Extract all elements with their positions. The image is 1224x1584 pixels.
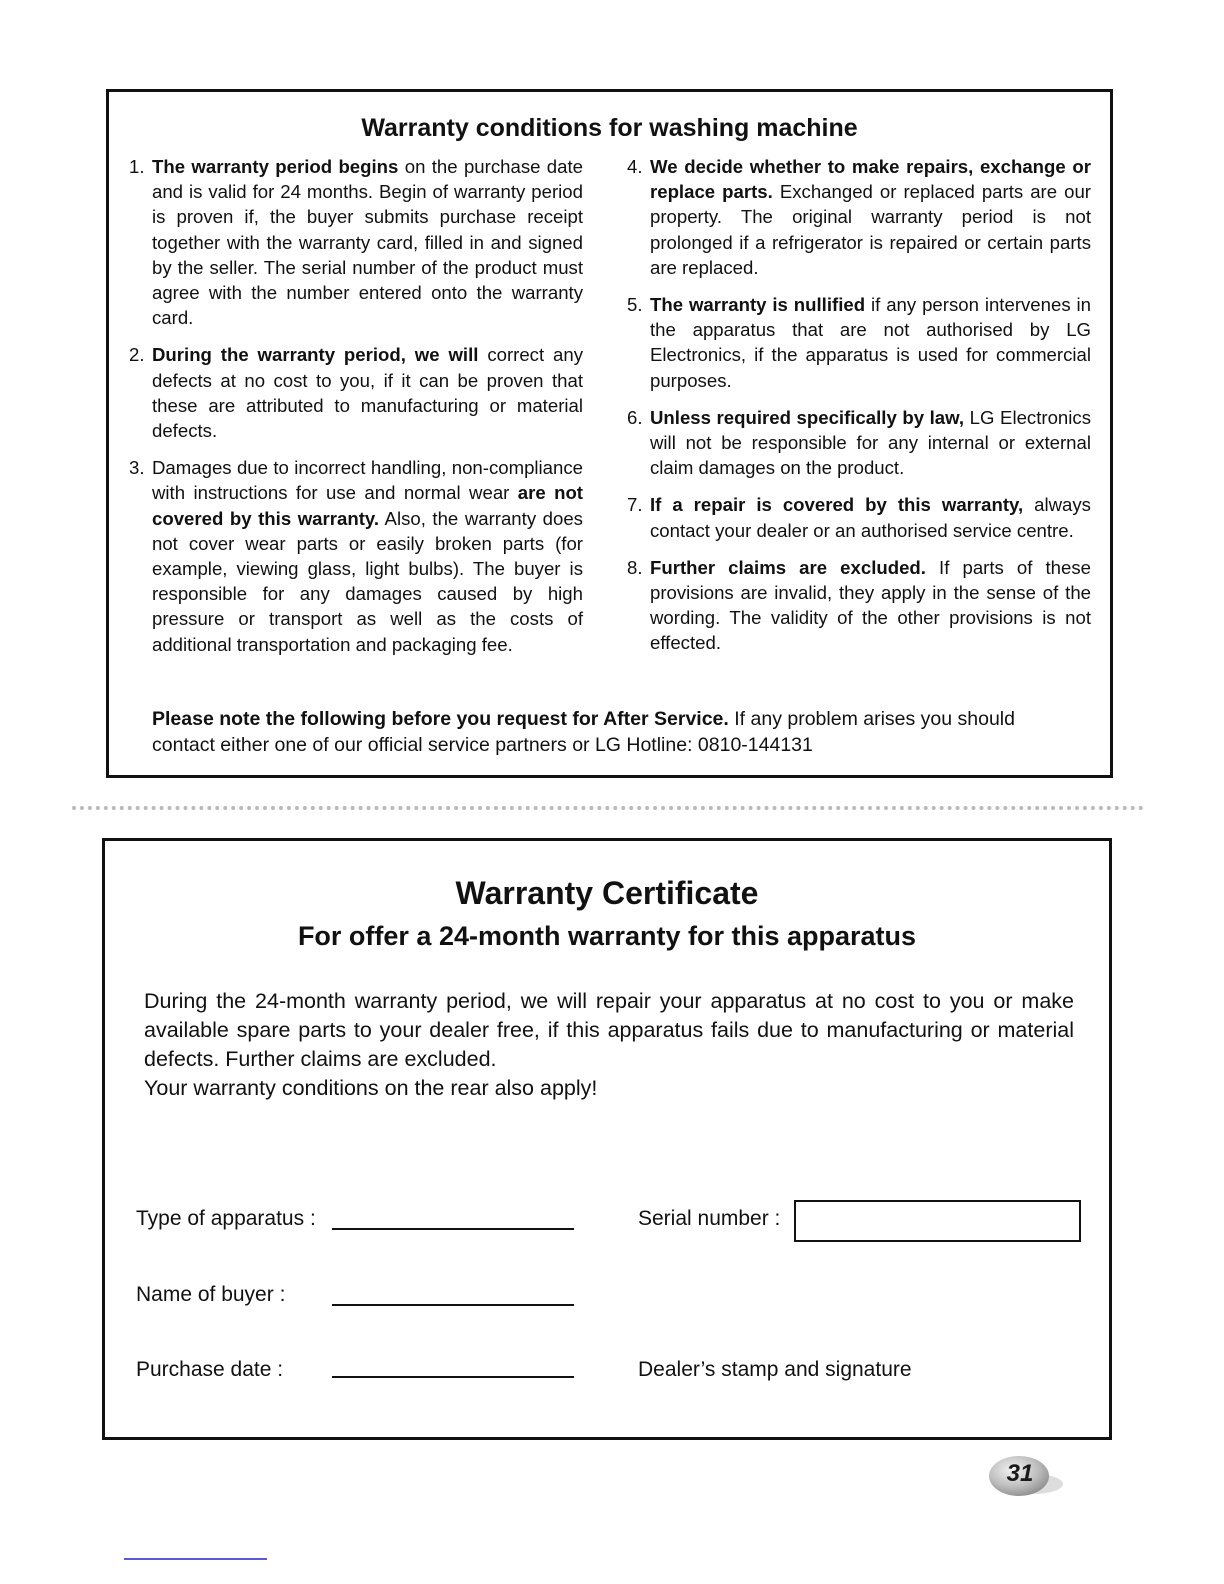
condition-number: 1. — [129, 156, 145, 177]
condition-item-1 — [129, 154, 583, 330]
serial-number-label: Serial number : — [638, 1207, 781, 1230]
after-service-note — [152, 706, 1052, 758]
conditions-left-column — [129, 154, 583, 669]
cut-line-divider — [72, 806, 1144, 810]
page-number: 31 — [1006, 1460, 1034, 1487]
after-service-note-text: If any problem arises you should contact either one of our official service partners or LG Hotline: 0810-144131 — [152, 708, 1015, 756]
purchase-date-field[interactable] — [332, 1376, 574, 1378]
condition-lead: The warranty period begins — [152, 156, 399, 177]
warranty-conditions-box — [106, 89, 1113, 778]
condition-text: Exchanged or replaced parts are our property. The original warranty period is not prolonged if a refrigerator is repaired or certain parts are replaced. — [650, 181, 1091, 278]
condition-item-6 — [627, 405, 1091, 481]
condition-text: if any person intervenes in the apparatus that are not authorised by LG Electronics, if the apparatus is used for commercial purposes. — [650, 294, 1092, 391]
certificate-body — [144, 987, 1074, 1103]
certificate-subtitle: For offer a 24-month warranty for this apparatus — [297, 921, 917, 951]
warranty-certificate-box — [102, 838, 1112, 1440]
conditions-right-column — [627, 154, 1091, 668]
conditions-title: Warranty conditions for washing machine — [361, 114, 858, 142]
condition-number: 8. — [627, 556, 643, 578]
condition-text: correct any defects at no cost to you, if it can be proven that these are attributed to manufacturing or material defects. — [152, 344, 583, 442]
condition-text: always contact your dealer or an authorised service centre. — [650, 494, 1091, 541]
condition-lead: We decide whether to make repairs, exchange or replace parts. — [650, 156, 1091, 203]
name-of-buyer-field[interactable] — [332, 1304, 574, 1306]
certificate-body-note: Your warranty conditions on the rear also apply! — [144, 1076, 598, 1100]
condition-item-5 — [627, 292, 1091, 393]
name-of-buyer-label: Name of buyer : — [136, 1283, 286, 1306]
after-service-note-lead: Please note the following before you request for After Service. — [152, 708, 729, 730]
condition-text: on the purchase date and is valid for 24 months. Begin of warranty period is proven if, the buyer submits purchase receipt together with the warranty card, filled in and signed by the seller. The serial number of the product must agree with the number entered onto the warranty card. — [152, 156, 583, 329]
condition-item-3 — [129, 455, 583, 657]
footer-rule — [124, 1558, 267, 1560]
condition-number: 3. — [129, 457, 145, 479]
dealer-stamp-label: Dealer’s stamp and signature — [638, 1358, 912, 1381]
condition-item-2 — [129, 342, 583, 443]
condition-lead: If a repair is covered by this warranty, — [650, 494, 1024, 516]
condition-lead: Unless required specifically by law, — [650, 406, 965, 428]
condition-item-7 — [627, 492, 1091, 542]
condition-number: 7. — [627, 494, 643, 516]
condition-number: 4. — [627, 156, 643, 177]
condition-pre: Damages due to incorrect handling, non-compliance with instructions for use and normal wear — [152, 457, 583, 504]
condition-lead: The warranty is nullified — [650, 294, 866, 316]
type-of-apparatus-field[interactable] — [332, 1228, 574, 1230]
purchase-date-label: Purchase date : — [136, 1358, 284, 1381]
serial-number-field[interactable] — [794, 1200, 1081, 1242]
condition-number: 6. — [627, 406, 643, 428]
condition-number: 2. — [129, 344, 145, 366]
condition-lead: are not covered by this warranty. — [152, 482, 583, 529]
condition-item-8 — [627, 555, 1091, 656]
condition-text: LG Electronics will not be responsible for any internal or external claim damages on the product. — [650, 406, 1091, 479]
condition-text: Also, the warranty does not cover wear parts or easily broken parts (for example, viewing glass, light bulbs). The buyer is responsible for any damages caused by high pressure or transport as well as the costs of additional transportation and packaging fee. — [152, 507, 583, 655]
condition-lead: Further claims are excluded. — [650, 556, 926, 578]
type-of-apparatus-label: Type of apparatus : — [136, 1207, 316, 1230]
condition-text: If parts of these provisions are invalid, they apply in the sense of the wording. The validity of the other provisions is not effected. — [650, 556, 1092, 654]
condition-item-4 — [627, 154, 1091, 280]
condition-lead: During the warranty period, we will — [152, 344, 479, 366]
condition-number: 5. — [627, 294, 643, 316]
certificate-title: Warranty Certificate — [455, 875, 759, 911]
certificate-body-text: During the 24-month warranty period, we will repair your apparatus at no cost to you or make available spare parts to your dealer free, if this apparatus fails due to manufacturing or material defects. Further claims are excluded. — [144, 989, 1074, 1071]
